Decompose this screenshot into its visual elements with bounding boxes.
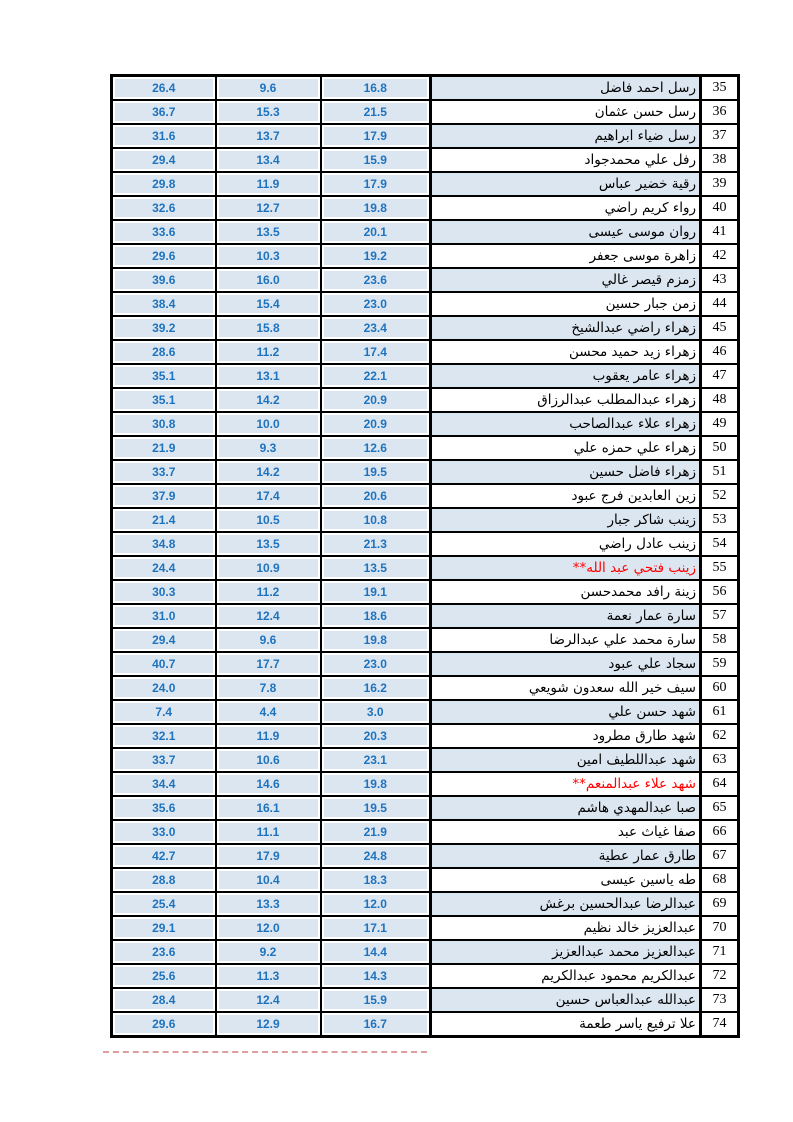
score-cell: 19.8 [321, 772, 431, 796]
score-cell: 39.6 [112, 268, 216, 292]
score-cell: 10.3 [216, 244, 321, 268]
score-cell: 25.6 [112, 964, 216, 988]
score-cell: 17.9 [216, 844, 321, 868]
score-cell: 23.1 [321, 748, 431, 772]
student-name-cell-flagged: شهد علاء عبدالمنعم** [431, 772, 701, 796]
row-index-cell: 52 [701, 484, 739, 508]
table-row [112, 220, 739, 244]
score-cell: 16.1 [216, 796, 321, 820]
row-index-cell: 38 [701, 148, 739, 172]
score-cell: 16.2 [321, 676, 431, 700]
student-name-cell: شهد طارق مطرود [431, 724, 701, 748]
table-row [112, 76, 739, 101]
row-index-cell: 64 [701, 772, 739, 796]
table-row [112, 172, 739, 196]
score-cell: 10.4 [216, 868, 321, 892]
score-cell: 39.2 [112, 316, 216, 340]
score-cell: 20.9 [321, 412, 431, 436]
table-row [112, 316, 739, 340]
score-cell: 32.6 [112, 196, 216, 220]
row-index-cell: 43 [701, 268, 739, 292]
score-cell: 10.0 [216, 412, 321, 436]
student-name-cell: زين العابدين فرج عبود [431, 484, 701, 508]
score-cell: 29.6 [112, 1012, 216, 1037]
table-row [112, 460, 739, 484]
score-cell: 17.7 [216, 652, 321, 676]
student-name-cell: زهراء علاء عبدالصاحب [431, 412, 701, 436]
score-cell: 23.4 [321, 316, 431, 340]
student-name-cell: رسل احمد فاضل [431, 76, 701, 101]
table-row [112, 676, 739, 700]
table-row [112, 772, 739, 796]
score-cell: 14.2 [216, 460, 321, 484]
score-cell: 10.5 [216, 508, 321, 532]
student-name-cell: عبدالكريم محمود عبدالكريم [431, 964, 701, 988]
row-index-cell: 51 [701, 460, 739, 484]
row-index-cell: 65 [701, 796, 739, 820]
score-cell: 16.8 [321, 76, 431, 101]
score-cell: 35.1 [112, 388, 216, 412]
table-row [112, 148, 739, 172]
score-cell: 12.7 [216, 196, 321, 220]
table-row [112, 700, 739, 724]
student-name-cell: سارة عمار نعمة [431, 604, 701, 628]
score-cell: 9.6 [216, 628, 321, 652]
row-index-cell: 56 [701, 580, 739, 604]
score-cell: 17.4 [216, 484, 321, 508]
table-row [112, 988, 739, 1012]
row-index-cell: 72 [701, 964, 739, 988]
score-cell: 17.9 [321, 124, 431, 148]
score-cell: 30.8 [112, 412, 216, 436]
student-name-cell-flagged: زينب فتحي عبد الله** [431, 556, 701, 580]
row-index-cell: 53 [701, 508, 739, 532]
table-row [112, 292, 739, 316]
table-row [112, 556, 739, 580]
table-row [112, 628, 739, 652]
score-cell: 12.9 [216, 1012, 321, 1037]
score-cell: 38.4 [112, 292, 216, 316]
student-name-cell: زهراء زيد حميد محسن [431, 340, 701, 364]
row-index-cell: 47 [701, 364, 739, 388]
score-cell: 19.8 [321, 628, 431, 652]
score-cell: 42.7 [112, 844, 216, 868]
score-cell: 20.3 [321, 724, 431, 748]
score-cell: 11.2 [216, 340, 321, 364]
score-cell: 24.4 [112, 556, 216, 580]
student-name-cell: زهراء فاضل حسين [431, 460, 701, 484]
table-row [112, 268, 739, 292]
score-cell: 11.9 [216, 724, 321, 748]
table-row [112, 436, 739, 460]
score-cell: 7.4 [112, 700, 216, 724]
table-row [112, 892, 739, 916]
row-index-cell: 60 [701, 676, 739, 700]
row-index-cell: 37 [701, 124, 739, 148]
table-row [112, 244, 739, 268]
score-cell: 35.1 [112, 364, 216, 388]
score-cell: 13.5 [216, 532, 321, 556]
student-name-cell: عبدالعزيز خالد نظيم [431, 916, 701, 940]
score-cell: 21.5 [321, 100, 431, 124]
student-name-cell: عبدالرضا عبدالحسين برغش [431, 892, 701, 916]
score-cell: 33.0 [112, 820, 216, 844]
score-cell: 11.9 [216, 172, 321, 196]
score-cell: 22.1 [321, 364, 431, 388]
student-name-cell: سجاد علي عبود [431, 652, 701, 676]
student-name-cell: زينب شاكر جبار [431, 508, 701, 532]
score-cell: 31.0 [112, 604, 216, 628]
student-name-cell: رسل حسن عثمان [431, 100, 701, 124]
score-cell: 15.3 [216, 100, 321, 124]
row-index-cell: 42 [701, 244, 739, 268]
score-cell: 19.5 [321, 460, 431, 484]
score-cell: 17.4 [321, 340, 431, 364]
score-cell: 13.5 [216, 220, 321, 244]
row-index-cell: 74 [701, 1012, 739, 1037]
row-index-cell: 71 [701, 940, 739, 964]
row-index-cell: 41 [701, 220, 739, 244]
score-cell: 17.1 [321, 916, 431, 940]
dashed-underline [103, 1051, 427, 1053]
row-index-cell: 39 [701, 172, 739, 196]
table-row [112, 916, 739, 940]
table-row [112, 604, 739, 628]
score-cell: 36.7 [112, 100, 216, 124]
table-row [112, 868, 739, 892]
row-index-cell: 36 [701, 100, 739, 124]
score-cell: 40.7 [112, 652, 216, 676]
student-name-cell: طه ياسين عيسى [431, 868, 701, 892]
student-name-cell: زينب عادل راضي [431, 532, 701, 556]
score-cell: 15.9 [321, 988, 431, 1012]
score-cell: 12.0 [321, 892, 431, 916]
student-name-cell: صفا غياث عبد [431, 820, 701, 844]
table-row [112, 796, 739, 820]
row-index-cell: 54 [701, 532, 739, 556]
student-name-cell: عبدالله عبدالعباس حسين [431, 988, 701, 1012]
student-name-cell: روان موسى عيسى [431, 220, 701, 244]
score-cell: 18.3 [321, 868, 431, 892]
score-cell: 29.4 [112, 628, 216, 652]
student-name-cell: زاهرة موسى جعفر [431, 244, 701, 268]
score-cell: 10.6 [216, 748, 321, 772]
row-index-cell: 70 [701, 916, 739, 940]
score-cell: 29.4 [112, 148, 216, 172]
score-cell: 13.4 [216, 148, 321, 172]
student-name-cell: رواء كريم راضي [431, 196, 701, 220]
row-index-cell: 66 [701, 820, 739, 844]
score-cell: 15.4 [216, 292, 321, 316]
table-row [112, 652, 739, 676]
table-row [112, 196, 739, 220]
table-row [112, 940, 739, 964]
score-cell: 15.8 [216, 316, 321, 340]
score-cell: 33.6 [112, 220, 216, 244]
row-index-cell: 67 [701, 844, 739, 868]
row-index-cell: 59 [701, 652, 739, 676]
score-cell: 11.3 [216, 964, 321, 988]
score-cell: 19.5 [321, 796, 431, 820]
table-row [112, 388, 739, 412]
row-index-cell: 49 [701, 412, 739, 436]
score-cell: 10.8 [321, 508, 431, 532]
student-name-cell: علا ترفيع ياسر طعمة [431, 1012, 701, 1037]
score-cell: 23.6 [321, 268, 431, 292]
table-row [112, 844, 739, 868]
table-row [112, 1012, 739, 1037]
score-cell: 21.3 [321, 532, 431, 556]
score-cell: 4.4 [216, 700, 321, 724]
results-table [110, 74, 740, 1038]
score-cell: 20.6 [321, 484, 431, 508]
student-name-cell: زهراء عامر يعقوب [431, 364, 701, 388]
score-cell: 16.0 [216, 268, 321, 292]
score-cell: 19.8 [321, 196, 431, 220]
score-cell: 3.0 [321, 700, 431, 724]
row-index-cell: 58 [701, 628, 739, 652]
student-name-cell: سارة محمد علي عبدالرضا [431, 628, 701, 652]
student-name-cell: رفل علي محمدجواد [431, 148, 701, 172]
score-cell: 21.4 [112, 508, 216, 532]
score-cell: 12.4 [216, 988, 321, 1012]
score-cell: 14.2 [216, 388, 321, 412]
score-cell: 28.4 [112, 988, 216, 1012]
table-row [112, 340, 739, 364]
student-name-cell: طارق عمار عطية [431, 844, 701, 868]
score-cell: 13.3 [216, 892, 321, 916]
student-name-cell: زهراء عبدالمطلب عبدالرزاق [431, 388, 701, 412]
score-cell: 12.6 [321, 436, 431, 460]
student-name-cell: شهد عبداللطيف امين [431, 748, 701, 772]
row-index-cell: 35 [701, 76, 739, 101]
score-cell: 9.6 [216, 76, 321, 101]
score-cell: 9.3 [216, 436, 321, 460]
score-cell: 13.7 [216, 124, 321, 148]
score-cell: 35.6 [112, 796, 216, 820]
score-cell: 29.6 [112, 244, 216, 268]
score-cell: 21.9 [112, 436, 216, 460]
score-cell: 14.4 [321, 940, 431, 964]
student-name-cell: سيف خير الله سعدون شويعي [431, 676, 701, 700]
row-index-cell: 45 [701, 316, 739, 340]
score-cell: 23.0 [321, 652, 431, 676]
student-name-cell: زينة رافد محمدحسن [431, 580, 701, 604]
row-index-cell: 50 [701, 436, 739, 460]
row-index-cell: 73 [701, 988, 739, 1012]
table-row [112, 964, 739, 988]
row-index-cell: 44 [701, 292, 739, 316]
score-cell: 12.0 [216, 916, 321, 940]
score-cell: 17.9 [321, 172, 431, 196]
score-cell: 34.8 [112, 532, 216, 556]
table-row [112, 124, 739, 148]
row-index-cell: 69 [701, 892, 739, 916]
score-cell: 12.4 [216, 604, 321, 628]
score-cell: 18.6 [321, 604, 431, 628]
row-index-cell: 63 [701, 748, 739, 772]
score-cell: 24.8 [321, 844, 431, 868]
score-cell: 15.9 [321, 148, 431, 172]
row-index-cell: 68 [701, 868, 739, 892]
score-cell: 29.1 [112, 916, 216, 940]
score-cell: 11.1 [216, 820, 321, 844]
student-name-cell: صبا عبدالمهدي هاشم [431, 796, 701, 820]
table-row [112, 508, 739, 532]
score-cell: 26.4 [112, 76, 216, 101]
score-cell: 37.9 [112, 484, 216, 508]
score-cell: 14.6 [216, 772, 321, 796]
score-cell: 29.8 [112, 172, 216, 196]
score-cell: 10.9 [216, 556, 321, 580]
score-cell: 11.2 [216, 580, 321, 604]
score-cell: 23.6 [112, 940, 216, 964]
table-body [112, 76, 739, 1037]
table-row [112, 364, 739, 388]
table-row [112, 820, 739, 844]
student-name-cell: شهد حسن علي [431, 700, 701, 724]
row-index-cell: 40 [701, 196, 739, 220]
score-cell: 16.7 [321, 1012, 431, 1037]
row-index-cell: 55 [701, 556, 739, 580]
score-cell: 19.2 [321, 244, 431, 268]
table-row [112, 724, 739, 748]
table-row [112, 484, 739, 508]
student-name-cell: رسل ضياء ابراهيم [431, 124, 701, 148]
score-cell: 28.6 [112, 340, 216, 364]
score-cell: 21.9 [321, 820, 431, 844]
row-index-cell: 48 [701, 388, 739, 412]
student-name-cell: زمن جبار حسين [431, 292, 701, 316]
student-name-cell: زمزم قيصر غالي [431, 268, 701, 292]
student-name-cell: عبدالعزيز محمد عبدالعزيز [431, 940, 701, 964]
score-cell: 23.0 [321, 292, 431, 316]
score-cell: 32.1 [112, 724, 216, 748]
score-cell: 25.4 [112, 892, 216, 916]
score-cell: 28.8 [112, 868, 216, 892]
table-row [112, 412, 739, 436]
row-index-cell: 62 [701, 724, 739, 748]
row-index-cell: 57 [701, 604, 739, 628]
score-cell: 20.1 [321, 220, 431, 244]
table-row [112, 580, 739, 604]
score-cell: 19.1 [321, 580, 431, 604]
table-row [112, 100, 739, 124]
score-cell: 9.2 [216, 940, 321, 964]
score-cell: 7.8 [216, 676, 321, 700]
score-cell: 14.3 [321, 964, 431, 988]
score-cell: 13.1 [216, 364, 321, 388]
score-cell: 30.3 [112, 580, 216, 604]
score-cell: 34.4 [112, 772, 216, 796]
student-name-cell: زهراء راضي عبدالشيخ [431, 316, 701, 340]
score-cell: 31.6 [112, 124, 216, 148]
row-index-cell: 46 [701, 340, 739, 364]
row-index-cell: 61 [701, 700, 739, 724]
table-row [112, 748, 739, 772]
student-name-cell: زهراء علي حمزه علي [431, 436, 701, 460]
score-cell: 33.7 [112, 460, 216, 484]
score-cell: 13.5 [321, 556, 431, 580]
score-cell: 24.0 [112, 676, 216, 700]
score-cell: 20.9 [321, 388, 431, 412]
student-name-cell: رقية خضير عباس [431, 172, 701, 196]
score-cell: 33.7 [112, 748, 216, 772]
table-row [112, 532, 739, 556]
